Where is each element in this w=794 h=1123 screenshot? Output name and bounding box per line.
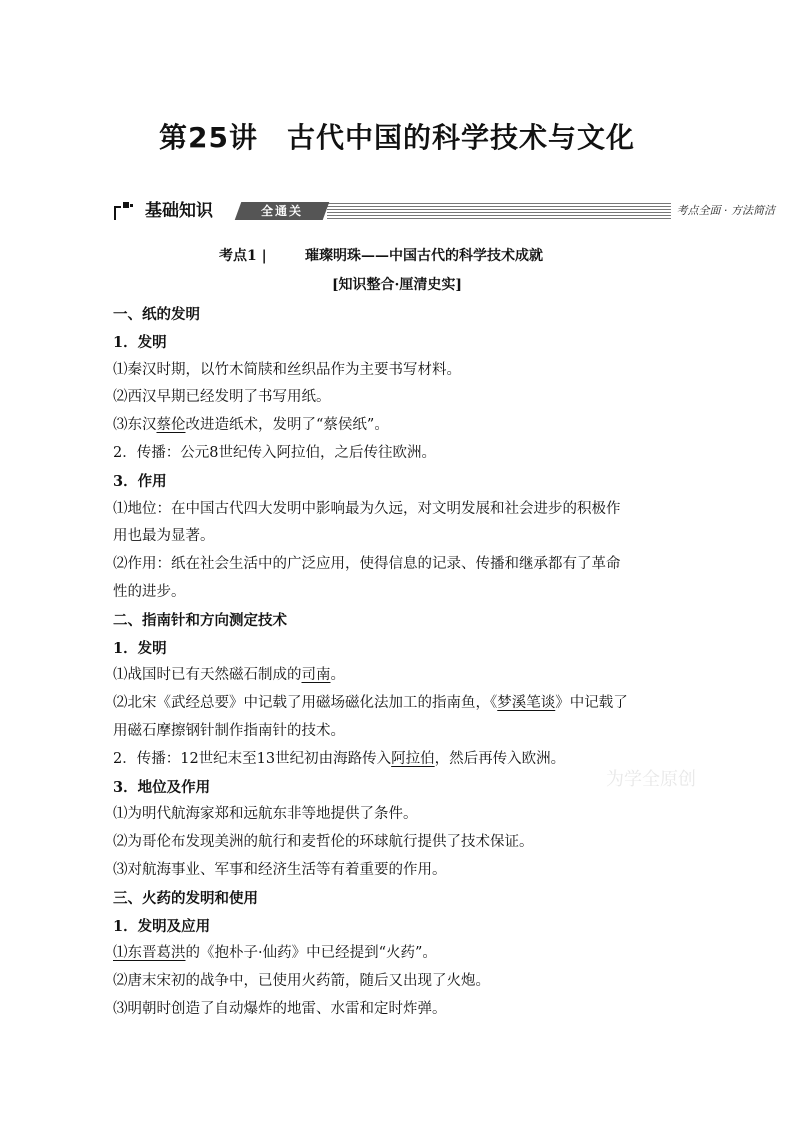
text-run: ，然后再传入欧洲。 [434,750,566,767]
document-body [113,301,683,1024]
paragraph-line: ⑶明朝时创造了自动爆炸的地雷、水雷和定时炸弹。 [113,1000,447,1017]
section-heading: 一、纸的发明 [113,306,200,323]
underlined-term: 阿拉伯 [391,750,435,767]
text-run: ⑴战国时已有天然磁石制成的 [113,667,302,684]
paragraph-line: 用磁石摩擦钢针制作指南针的技术。 [113,722,345,739]
banner-tag-text: 全通关 [260,204,303,218]
paragraph-line: ⑴秦汉时期，以竹木简牍和丝织品作为主要书写材料。 [113,361,461,378]
text-run: ⑶东汉 [113,417,157,434]
underlined-term: 司南 [301,667,331,684]
paragraph-line: ⑴为明代航海家郑和远航东非等地提供了条件。 [113,806,418,823]
paragraph-line [113,940,683,968]
paragraph-line: ⑶对航海事业、军事和经济生活等有着重要的作用。 [113,861,447,878]
banner-tag [235,202,330,220]
topic-title: 璀璨明珠——中国古代的科学技术成就 [305,248,543,264]
paragraph-line: 性的进步。 [113,583,186,600]
text-run: 2．传播：12世纪末至13世纪初由海路传入 [113,750,392,767]
text-run: 改进造纸术，发明了“蔡侯纸”。 [185,417,389,434]
section-heading: 三、火药的发明和使用 [113,889,258,907]
text-run: 的《抱朴子·仙药》中已经提到“火药”。 [185,945,437,962]
section-banner [113,199,775,223]
text-run: 。 [330,667,345,684]
paragraph-line: ⑵西汉早期已经发明了书写用纸。 [113,389,331,406]
topic-number: 考点1 | [219,248,267,264]
paragraph-line [113,662,683,690]
paragraph-line: 用也最为显著。 [113,528,215,545]
page-title: 第25讲 古代中国的科学技术与文化 [159,121,635,154]
paragraph-line: ⑴地位：在中国古代四大发明中影响最为久远，对文明发展和社会进步的积极作 [113,500,621,517]
paragraph-line: 2．传播：公元8世纪传入阿拉伯，之后传往欧洲。 [113,444,436,461]
subheading: 3．地位及作用 [113,778,211,796]
text-run: ⑵北宋《武经总要》中记载了用磁场磁化法加工的指南鱼，《 [113,695,498,712]
section-heading: 二、指南针和方向测定技术 [113,611,287,629]
subheading: 1．发明 [113,639,167,657]
paragraph-line: ⑵为哥伦布发现美洲的航行和麦哲伦的环球航行提供了技术保证。 [113,834,534,851]
underlined-term: 蔡伦 [156,417,186,434]
watermark: 为学全原创 [606,769,696,790]
corner-bracket-icon [113,201,135,221]
subheading: 1．发明及应用 [113,917,211,935]
text-run: 》中记载了 [555,695,628,712]
banner-label: 基础知识 [139,199,219,223]
underlined-term: 梦溪笔谈 [497,695,556,712]
paragraph-line: ⑵唐末宋初的战争中，已使用火药箭，随后又出现了火炮。 [113,973,490,990]
paragraph-line: ⑵作用：纸在社会生活中的广泛应用，使得信息的记录、传播和继承都有了革命 [113,556,621,573]
topic-subtitle: [知识整合·厘清史实] [331,277,463,293]
paragraph-line [113,412,683,440]
subheading: 3．作用 [113,472,167,490]
banner-right-text: 考点全面 · 方法简洁 [671,202,776,220]
subheading: 1．发明 [113,333,167,351]
paragraph-line [113,690,683,718]
underlined-term: ⑴东晋葛洪 [113,945,186,962]
topic-heading [0,245,794,265]
paragraph-line [113,746,683,774]
